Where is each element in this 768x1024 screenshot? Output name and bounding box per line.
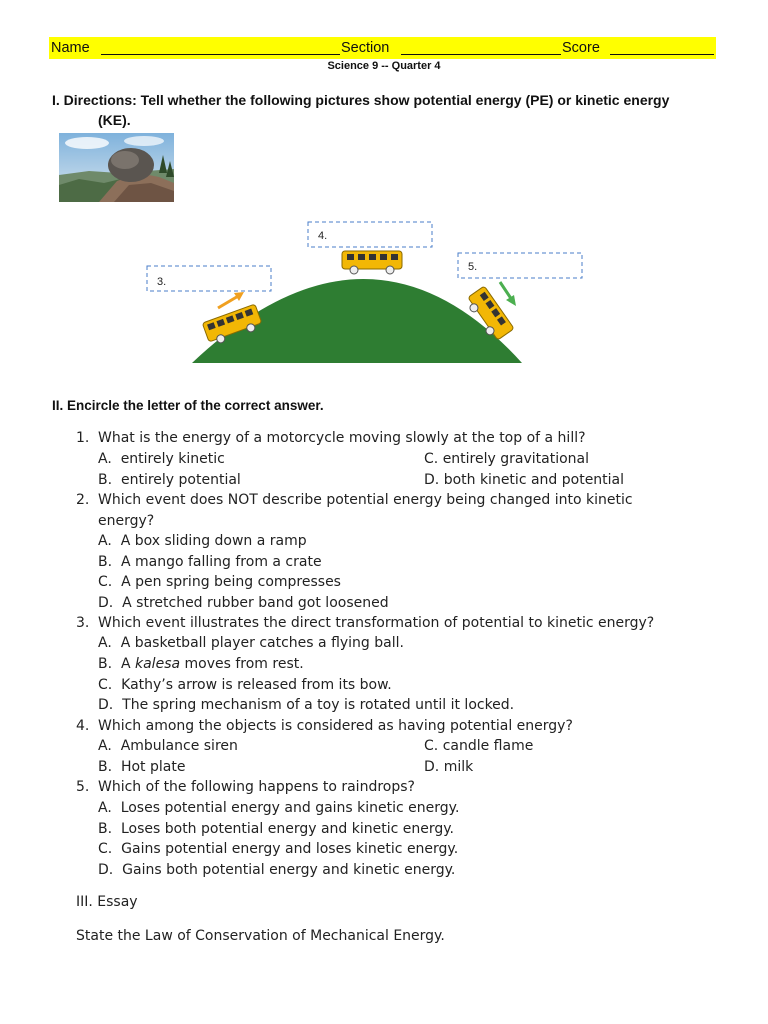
part3-heading: III. Essay <box>76 894 138 910</box>
answer-option[interactable] <box>98 697 514 713</box>
answer-option[interactable] <box>98 533 307 549</box>
name-label: Name <box>51 40 90 56</box>
option-letter[interactable]: B. <box>98 472 113 488</box>
option-text: A basketball player catches a flying ball. <box>120 635 404 651</box>
option-text: A <box>120 656 135 672</box>
answer-option[interactable] <box>98 574 341 590</box>
student-info-header <box>49 37 716 59</box>
name-blank[interactable] <box>101 54 340 55</box>
option-text: Gains potential energy and loses kinetic energy. <box>121 841 459 857</box>
option-letter[interactable]: C. <box>98 574 113 590</box>
answer-option[interactable] <box>98 656 304 672</box>
score-label: Score <box>562 40 600 56</box>
option-text: both kinetic and potential <box>443 472 625 488</box>
option-text: Gains both potential energy and kinetic energy. <box>122 862 456 878</box>
question-stem: Which event illustrates the direct transformation of potential to kinetic energy? <box>98 615 655 631</box>
score-blank[interactable] <box>610 54 714 55</box>
question-number: 5. <box>76 779 90 795</box>
option-text: Loses both potential energy and kinetic energy. <box>120 821 454 837</box>
option-text: Hot plate <box>120 759 186 775</box>
option-text: The spring mechanism of a toy is rotated until it locked. <box>122 697 515 713</box>
question-stem: Which of the following happens to raindrops? <box>98 779 415 795</box>
option-letter[interactable]: A. <box>98 451 112 467</box>
part2-heading: II. Encircle the letter of the correct answer. <box>52 398 324 413</box>
option-text: moves from rest. <box>180 656 304 672</box>
option-letter[interactable]: C. <box>98 677 113 693</box>
option-text: A stretched rubber band got loosened <box>122 595 389 611</box>
option-letter[interactable]: A. <box>98 533 112 549</box>
option-letter[interactable]: B. <box>98 759 113 775</box>
label-5-text: 5. <box>468 261 478 273</box>
directions-line-1: I. Directions: Tell whether the following pictures show potential energy (PE) or kinetic energy <box>52 92 670 108</box>
option-text: candle flame <box>442 738 534 754</box>
balancing-rock-photo <box>59 133 174 202</box>
label-4-text: 4. <box>318 230 328 242</box>
option-text: Loses potential energy and gains kinetic energy. <box>120 800 460 816</box>
question-number: 1. <box>76 430 90 446</box>
option-text: Kathy’s arrow is released from its bow. <box>121 677 392 693</box>
option-text: A pen spring being compresses <box>121 574 341 590</box>
section-label: Section <box>341 40 390 56</box>
option-text: A box sliding down a ramp <box>120 533 307 549</box>
option-letter[interactable]: A. <box>98 738 112 754</box>
answer-option[interactable] <box>98 800 459 816</box>
bus-top <box>342 251 402 274</box>
answer-option[interactable] <box>98 738 238 754</box>
answer-option[interactable] <box>98 841 458 857</box>
option-letter[interactable]: A. <box>98 800 112 816</box>
section-blank[interactable] <box>401 54 561 55</box>
option-text: entirely kinetic <box>120 451 225 467</box>
answer-option[interactable] <box>424 472 624 488</box>
option-text: A mango falling from a crate <box>120 554 322 570</box>
answer-option[interactable] <box>98 472 241 488</box>
label-3-text: 3. <box>157 276 167 288</box>
answer-option[interactable] <box>98 451 225 467</box>
option-letter[interactable]: C. <box>424 451 439 467</box>
question-number: 4. <box>76 718 90 734</box>
answer-option[interactable] <box>98 554 322 570</box>
option-text: entirely potential <box>120 472 241 488</box>
option-letter[interactable]: D. <box>424 472 440 488</box>
answer-option[interactable] <box>98 635 404 651</box>
option-letter[interactable]: B. <box>98 554 113 570</box>
option-text-italic: kalesa <box>135 656 181 672</box>
question-stem: energy? <box>98 513 155 529</box>
answer-option[interactable] <box>98 759 185 775</box>
question-number: 2. <box>76 492 90 508</box>
bus-hill-diagram <box>140 215 600 370</box>
option-letter[interactable]: B. <box>98 656 113 672</box>
question-stem: Which event does NOT describe potential energy being changed into kinetic <box>98 492 633 508</box>
option-text: Ambulance siren <box>120 738 238 754</box>
question-stem: What is the energy of a motorcycle moving slowly at the top of a hill? <box>98 430 586 446</box>
option-letter[interactable]: C. <box>424 738 439 754</box>
answer-option[interactable] <box>98 821 454 837</box>
answer-option[interactable] <box>424 738 533 754</box>
answer-option[interactable] <box>424 451 589 467</box>
question-stem: Which among the objects is considered as having potential energy? <box>98 718 573 734</box>
option-letter[interactable]: D. <box>98 862 114 878</box>
option-letter[interactable]: D. <box>98 595 114 611</box>
arrow-down-icon <box>500 282 512 300</box>
option-letter[interactable]: D. <box>424 759 440 775</box>
option-text: entirely gravitational <box>442 451 589 467</box>
option-text: milk <box>443 759 474 775</box>
question-number: 3. <box>76 615 90 631</box>
answer-option[interactable] <box>98 862 455 878</box>
answer-option[interactable] <box>424 759 473 775</box>
answer-option[interactable] <box>98 677 392 693</box>
option-letter[interactable]: C. <box>98 841 113 857</box>
part1-directions <box>52 90 752 130</box>
answer-option[interactable] <box>98 595 389 611</box>
essay-prompt: State the Law of Conservation of Mechanical Energy. <box>76 928 445 944</box>
option-letter[interactable]: B. <box>98 821 113 837</box>
option-letter[interactable]: D. <box>98 697 114 713</box>
worksheet-subtitle: Science 9 -- Quarter 4 <box>327 60 441 72</box>
directions-line-2: (KE). <box>98 112 131 128</box>
option-letter[interactable]: A. <box>98 635 112 651</box>
